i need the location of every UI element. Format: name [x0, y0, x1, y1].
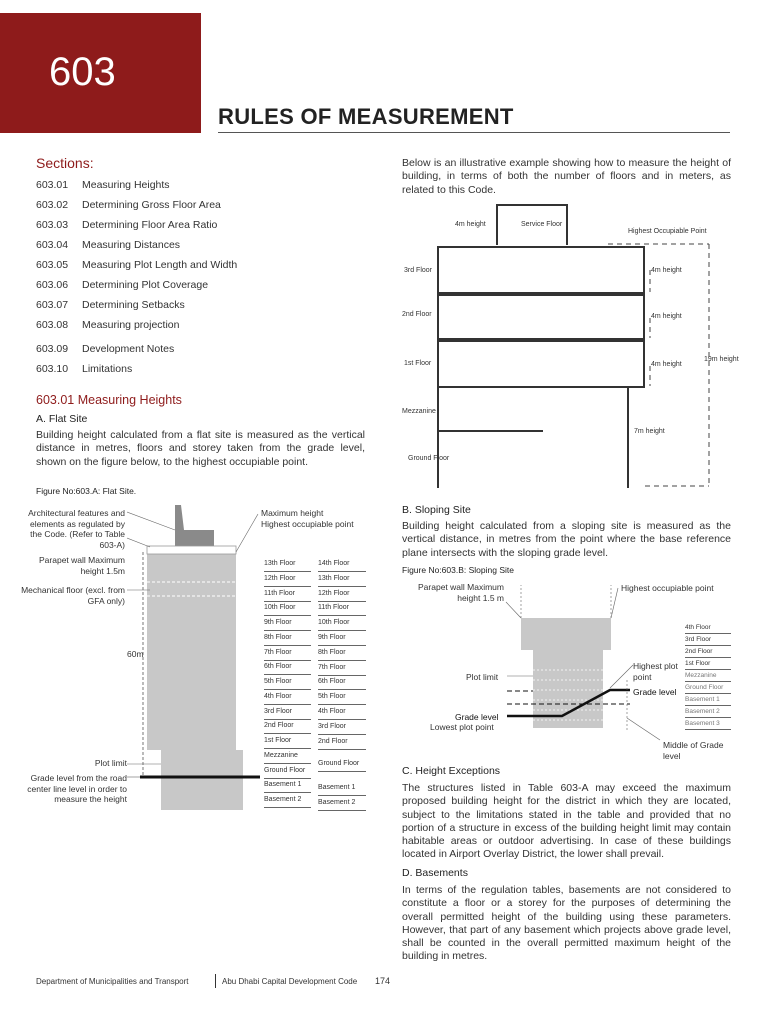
floor-label: 6th Floor — [318, 675, 366, 690]
floor-1-label: 1st Floor — [404, 360, 432, 367]
sloping-site-label: B. Sloping Site — [402, 504, 471, 516]
section-number: 603.09 — [36, 343, 69, 355]
figure-b-caption: Figure No:603.B: Sloping Site — [402, 565, 514, 575]
service-height-label: 4m height — [455, 221, 486, 228]
floor-label: Basement 1 — [264, 778, 311, 793]
floor-label: 9th Floor — [318, 631, 366, 646]
sloping-site-text: Building height calculated from a sloping site is measured as the vertical distance, in metres from the point where the base reference plane intersects with the sloping grade level. — [402, 520, 731, 559]
figure-b-highest-label: Highest occupiable point — [621, 583, 714, 593]
mezzanine-label: Mezzanine — [402, 408, 436, 415]
ground-floor-label: Ground Floor — [408, 455, 450, 462]
section-item — [36, 363, 132, 375]
section-number: 603.02 — [36, 199, 69, 211]
section-label: Measuring Heights — [82, 179, 170, 191]
section-item — [36, 343, 174, 355]
section-item — [36, 199, 221, 211]
floor-label: 7th Floor — [264, 646, 311, 661]
total-height-label: 19m height — [704, 356, 739, 363]
section-number: 603.06 — [36, 279, 69, 291]
figure-b-middle-grade-label: Middle of Grade level — [663, 740, 724, 761]
floor-label: 5th Floor — [318, 690, 366, 705]
sections-heading: Sections: — [36, 155, 94, 171]
basements-label: D. Basements — [402, 867, 468, 879]
floor-label: 10th Floor — [264, 601, 311, 616]
floor-label: 11th Floor — [264, 587, 311, 602]
figure-b-grade-right-label: Grade level — [633, 687, 677, 697]
floor-label: Mezzanine — [264, 749, 311, 764]
floor-label: 11th Floor — [318, 601, 366, 616]
figure-b-lowest-label: Lowest plot point — [430, 722, 494, 732]
measuring-heights-heading: 603.01 Measuring Heights — [36, 393, 182, 407]
section-number: 603.10 — [36, 363, 69, 375]
page-number: 174 — [375, 976, 391, 986]
ground-height-label: 7m height — [634, 428, 665, 435]
section-label: Measuring Distances — [82, 239, 181, 251]
floor-label: 4th Floor — [318, 705, 366, 720]
figure-b-grade-left-label: Grade level — [455, 712, 499, 722]
highest-occupiable-label: Highest occupiable point — [261, 519, 354, 529]
basements-text: In terms of the regulation tables, basements are not considered to constitute a floor or a storey for the purposes of determining the overall permitted height of the building using these parameters. However, that part of any basement which projects above grade level, shall be counted in the overall permitted maximum height of the building in metres. — [402, 884, 731, 963]
floor-label: Ground Floor — [264, 764, 311, 779]
grade-level-label: Grade level from the road center line level in order to measure the height — [27, 773, 127, 804]
floor-2-label: 2nd Floor — [402, 311, 432, 318]
section-label: Determining Gross Floor Area — [82, 199, 221, 211]
service-floor-label: Service Floor — [521, 221, 563, 228]
floor-label: Basement 2 — [318, 796, 366, 811]
section-label: Determining Setbacks — [82, 299, 185, 311]
height-exceptions-label: C. Height Exceptions — [402, 765, 501, 777]
flat-site-label: A. Flat Site — [36, 413, 88, 425]
figure-b-plot-limit-label: Plot limit — [466, 672, 499, 682]
section-label: Determining Plot Coverage — [82, 279, 209, 291]
floor-label: 10th Floor — [318, 616, 366, 631]
section-number: 603.05 — [36, 259, 69, 271]
plot-limit-label: Plot limit — [94, 758, 127, 768]
height-exceptions-text: The structures listed in Table 603-A may exceed the maximum proposed building height for the district in which they are located, subject to the limitations stated in the table and provided that no portion of a structure in excess of the building height limit may contain habitable areas or outdoor advertising. In case of these buildings located in Airport Overlay District, the lower shall prevail. — [402, 782, 731, 861]
footer-divider — [215, 974, 216, 988]
floor-3-height-label: 4m height — [651, 267, 682, 274]
floor-label: 2nd Floor — [264, 719, 311, 734]
section-label: Measuring projection — [82, 319, 180, 331]
intro-text: Below is an illustrative example showing how to measure the height of building, in terms of both the number of floors and in meters, as related to this Code. — [402, 157, 731, 196]
section-item — [36, 239, 180, 251]
floor-label: Ground Floor — [318, 757, 366, 772]
mechanical-floor-label: Mechanical floor (excl. from GFA only) — [21, 585, 125, 606]
parapet-wall-label: Parapet wall Maximum height 1.5m — [39, 555, 125, 576]
section-item — [36, 259, 237, 271]
floor-label: 12th Floor — [318, 587, 366, 602]
footer-code-title: Abu Dhabi Capital Development Code — [222, 977, 358, 986]
floor-label: 13th Floor — [318, 572, 366, 587]
section-item — [36, 279, 208, 291]
floor-label: Basement 2 — [685, 706, 731, 718]
floor-label: 14th Floor — [318, 557, 366, 572]
arch-features-label: Architectural features and elements as regulated by the Code. (Refer to Table 603-A) — [28, 508, 125, 550]
section-number: 603.01 — [36, 179, 69, 191]
figure-b-parapet-label: Parapet wall Maximum height 1.5 m — [418, 582, 504, 603]
page-title: RULES OF MEASUREMENT — [218, 104, 514, 129]
section-item — [36, 299, 185, 311]
floor-label: 4th Floor — [685, 622, 731, 634]
section-label: Limitations — [82, 363, 133, 375]
section-item — [36, 319, 179, 331]
section-number: 603.04 — [36, 239, 69, 251]
floor-label: Basement 1 — [685, 694, 731, 706]
floor-label: 13th Floor — [264, 557, 311, 572]
floor-label: 9th Floor — [264, 616, 311, 631]
floor-label: 2nd Floor — [685, 646, 731, 658]
floor-label: 8th Floor — [264, 631, 311, 646]
section-number: 603.03 — [36, 219, 69, 231]
floor-label: Basement 1 — [318, 781, 366, 796]
floor-label: 2nd Floor — [318, 735, 366, 750]
maximum-height-label: Maximum height — [261, 508, 324, 518]
section-label: Measuring Plot Length and Width — [82, 259, 238, 271]
floor-label: 3rd Floor — [318, 720, 366, 735]
floor-label: Basement 2 — [264, 793, 311, 808]
chapter-number: 603 — [49, 50, 116, 94]
floor-2-height-label: 4m height — [651, 313, 682, 320]
figure-b-highest-plot-label: Highest plot point — [633, 661, 678, 682]
section-label: Determining Floor Area Ratio — [82, 219, 218, 231]
floor-label: 6th Floor — [264, 660, 311, 675]
section-number: 603.08 — [36, 319, 69, 331]
floor-label: 7th Floor — [318, 661, 366, 676]
floor-label: 3rd Floor — [685, 634, 731, 646]
section-number: 603.07 — [36, 299, 69, 311]
floor-3-label: 3rd Floor — [404, 267, 433, 274]
footer-department: Department of Municipalities and Transport — [36, 977, 189, 986]
title-divider — [218, 132, 730, 133]
floor-label: Ground Floor — [685, 682, 731, 694]
height-60m-label: 60m — [127, 649, 144, 659]
floor-label: 3rd Floor — [264, 705, 311, 720]
section-item — [36, 179, 170, 191]
floor-label: Basement 3 — [685, 718, 731, 730]
floor-label: 1st Floor — [264, 734, 311, 749]
floor-label: 4th Floor — [264, 690, 311, 705]
floor-1-height-label: 4m height — [651, 361, 682, 368]
floor-label: 5th Floor — [264, 675, 311, 690]
floor-label: 1st Floor — [685, 658, 731, 670]
flat-site-text: Building height calculated from a flat site is measured as the vertical distance in metres, floors and storey taken from the grade level, shown on the figure below, to the highest occupiable point. — [36, 429, 365, 468]
floor-label: 12th Floor — [264, 572, 311, 587]
figure-a-caption: Figure No:603.A: Flat Site. — [36, 486, 137, 496]
highest-occupiable-point-label: Highest Occupiable Point — [628, 228, 707, 235]
floor-label: 8th Floor — [318, 646, 366, 661]
section-item — [36, 219, 217, 231]
floor-label: Mezzanine — [685, 670, 731, 682]
section-label: Development Notes — [82, 343, 175, 355]
